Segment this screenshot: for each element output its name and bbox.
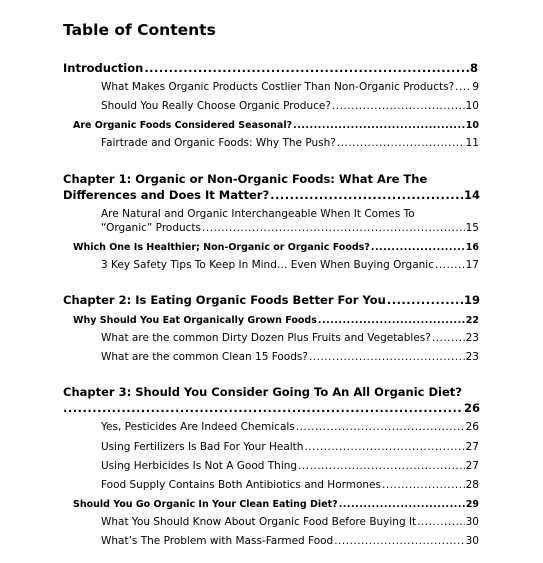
toc-entry-text: Yes, Pesticides Are Indeed Chemicals	[101, 421, 295, 433]
toc-page-number: 14	[463, 188, 480, 202]
toc-entry-text: Food Supply Contains Both Antibiotics and Hormones	[101, 479, 381, 491]
toc-entry-text: Chapter 2: Is Eating Organic Foods Better For You	[63, 293, 386, 307]
toc-entry-text: Using Herbicides Is Not A Good Thing	[101, 460, 298, 472]
toc-entry[interactable]	[101, 478, 479, 493]
dot-leader	[382, 478, 465, 493]
dot-leader	[334, 534, 464, 549]
toc-page-number: 10	[465, 120, 479, 131]
dot-leader	[270, 188, 463, 203]
dot-leader	[293, 118, 465, 133]
toc-entry[interactable]	[101, 136, 479, 151]
toc-entry[interactable]	[101, 331, 479, 346]
toc-page-number: 26	[465, 421, 479, 433]
dot-leader	[387, 293, 463, 308]
toc-entry-text: What are the common Dirty Dozen Plus Fruits and Vegetables?	[101, 332, 431, 344]
toc-entry-text: 3 Key Safety Tips To Keep In Mind… Even When Buying Organic	[101, 259, 434, 271]
toc-entry-text: Using Fertilizers Is Bad For Your Health	[101, 441, 304, 453]
toc-entry[interactable]	[73, 240, 479, 255]
dot-leader	[298, 459, 465, 474]
toc-page-number: 30	[465, 516, 479, 528]
toc-entry-introduction[interactable]	[63, 61, 478, 76]
toc-page-number: 17	[465, 259, 479, 271]
toc-entry[interactable]	[101, 420, 479, 435]
dot-leader	[309, 350, 465, 365]
toc-title: Table of Contents	[63, 21, 216, 39]
toc-page-number: 23	[465, 351, 479, 363]
toc-page-number: 27	[465, 441, 479, 453]
toc-page-number: 11	[465, 137, 479, 149]
dot-leader	[63, 401, 463, 416]
toc-entry[interactable]	[101, 459, 479, 474]
toc-entry-text: What’s The Problem with Mass-Farmed Food	[101, 535, 334, 547]
toc-entry-chapter-1[interactable]	[63, 188, 480, 203]
toc-entry-text: Why Should You Eat Organically Grown Foods	[73, 315, 317, 326]
toc-page-number: 30	[465, 535, 479, 547]
toc-entry[interactable]	[101, 99, 479, 114]
toc-page-number: 28	[465, 479, 479, 491]
dot-leader	[202, 221, 465, 236]
toc-entry-chapter-2[interactable]	[63, 293, 480, 308]
toc-page-number: 26	[463, 401, 480, 415]
toc-entry[interactable]	[101, 534, 479, 549]
toc-entry[interactable]	[101, 515, 479, 530]
toc-entry-text: Which One Is Healthier; Non-Organic or Organic Foods?	[73, 242, 370, 253]
toc-page-number: 29	[465, 499, 479, 510]
dot-leader	[455, 80, 471, 95]
toc-entry-text: What You Should Know About Organic Food Before Buying It	[101, 516, 417, 528]
toc-page-number: 19	[463, 293, 480, 307]
toc-entry-text: What are the common Clean 15 Foods?	[101, 351, 308, 363]
toc-page-number: 23	[465, 332, 479, 344]
dot-leader	[337, 136, 465, 151]
toc-entry-text: “Organic” Products	[101, 222, 202, 234]
dot-leader	[318, 313, 465, 328]
toc-entry[interactable]	[101, 221, 479, 236]
dot-leader	[339, 497, 465, 512]
dot-leader	[332, 99, 465, 114]
toc-entry-text: What Makes Organic Products Costlier Than Non-Organic Products?	[101, 81, 455, 93]
dot-leader	[417, 515, 464, 530]
toc-entry-text: Should You Go Organic In Your Clean Eating Diet?	[73, 499, 338, 510]
toc-entry-text: Differences and Does It Matter?	[63, 188, 270, 202]
dot-leader	[435, 258, 465, 273]
dot-leader	[304, 440, 464, 455]
toc-page-number: 8	[469, 61, 478, 75]
toc-entry[interactable]	[73, 313, 479, 328]
toc-entry-chapter-3[interactable]	[63, 401, 480, 416]
toc-entry-text: Are Organic Foods Considered Seasonal?	[73, 120, 293, 131]
toc-entry-chapter-1-line1[interactable]: Chapter 1: Organic or Non-Organic Foods: What Are The	[63, 172, 428, 186]
dot-leader	[432, 331, 465, 346]
toc-entry-text: Should You Really Choose Organic Produce?	[101, 100, 331, 112]
toc-entry[interactable]	[101, 350, 479, 365]
toc-entry[interactable]	[73, 497, 479, 512]
toc-page-number: 9	[472, 81, 479, 93]
toc-entry-text: Introduction	[63, 61, 144, 75]
dot-leader	[296, 420, 465, 435]
toc-entry-line1[interactable]: Are Natural and Organic Interchangeable When It Comes To	[101, 208, 415, 220]
toc-page-number: 16	[465, 242, 479, 253]
toc-entry[interactable]	[73, 118, 479, 133]
toc-page-number: 15	[465, 222, 479, 234]
toc-page-number: 22	[465, 315, 479, 326]
toc-page-number: 10	[465, 100, 479, 112]
toc-entry-text: Fairtrade and Organic Foods: Why The Push?	[101, 137, 336, 149]
toc-entry[interactable]	[101, 258, 479, 273]
toc-entry-chapter-3-line1[interactable]: Chapter 3: Should You Consider Going To An All Organic Diet?	[63, 385, 462, 399]
dot-leader	[371, 240, 465, 255]
toc-entry[interactable]	[101, 80, 479, 95]
toc-entry[interactable]	[101, 440, 479, 455]
toc-page-number: 27	[465, 460, 479, 472]
dot-leader	[144, 61, 469, 76]
